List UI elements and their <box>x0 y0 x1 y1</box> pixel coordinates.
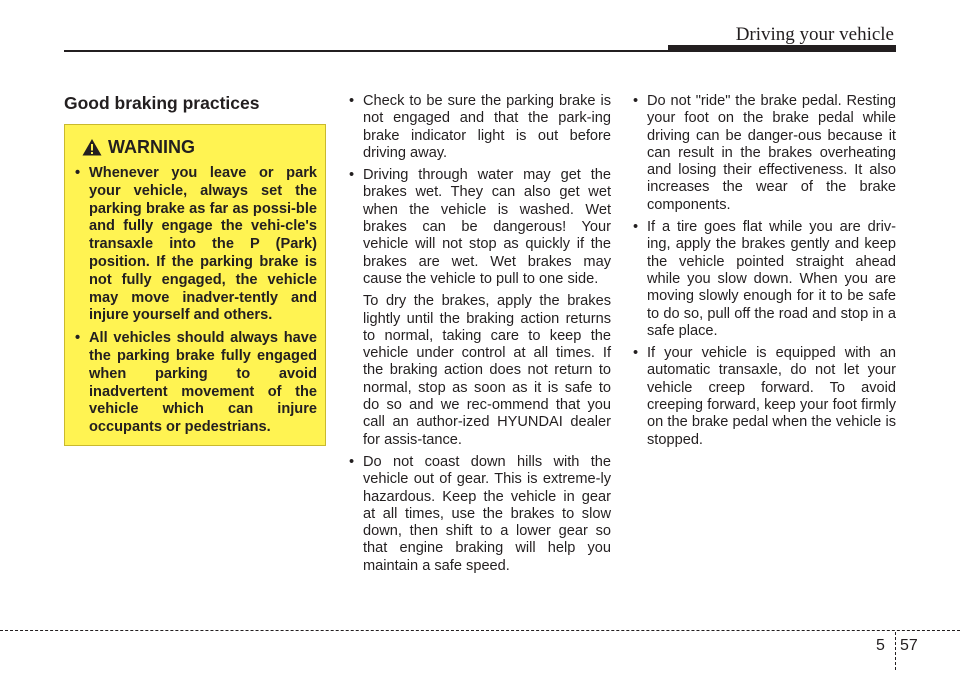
paragraph: • If a tire goes flat while you are driv-ing, apply the brakes gently and keep the vehicle pointed straight ahead while you slow down. When you are moving slowly enough for it to be safe to do so, pull off the road and stop in a safe place. <box>647 219 896 339</box>
paragraph: • If your vehicle is equipped with an automatic transaxle, do not let your vehicle creep forward. To avoid creeping forward, keep your foot firmly on the brake pedal when the vehicle is stopped. <box>647 345 896 448</box>
paragraph: To dry the brakes, apply the brakes lightly until the braking action returns to normal, taking care to keep the vehicle under control at all times. If the braking action does not return to normal, stop as soon as it is safe to do so and we rec-ommend that you call an author-ized HYUNDAI dealer for assis-tance. <box>363 293 611 448</box>
paragraph: • Check to be sure the parking brake is not engaged and that the park-ing brake indicator light is out before driving away. <box>363 93 611 161</box>
header-rule-thick <box>668 45 896 52</box>
list-item <box>348 454 611 575</box>
list-item <box>632 219 896 340</box>
paragraph: • Do not "ride" the brake pedal. Resting your foot on the brake pedal while driving can be danger-ous because it can result in the brakes overheating and losing their effectiveness. It also increases the wear of the brake components. <box>647 93 896 213</box>
warning-item: • Whenever you leave or park your vehicle, always set the parking brake as far as possi-ble and fully engage the vehi-cle's transaxle into the P (Park) position. If the parking brake is not fully engaged, the vehicle may move inadver-tently and injure yourself and others. <box>74 165 317 325</box>
page-header-title: Driving your vehicle <box>735 24 894 45</box>
warning-header <box>82 135 317 159</box>
warning-list <box>74 165 317 437</box>
list-item <box>632 93 896 214</box>
warning-box <box>64 124 326 446</box>
list-item <box>348 167 611 449</box>
warning-triangle-icon <box>82 138 102 156</box>
warning-item: • All vehicles should always have the parking brake fully engaged when parking to avoid inadvertent movement of the vehicle which can injure occupants or pedestrians. <box>74 330 317 437</box>
header-rule <box>64 50 668 52</box>
content-column-3 <box>632 93 896 454</box>
bullet-list <box>632 93 896 449</box>
chapter-number: 5 <box>876 637 885 654</box>
paragraph: • Driving through water may get the brakes wet. They can also get wet when the vehicle is washed. Wet brakes can be dangerous! Your vehicle will not stop as quickly if the brakes are wet. Wet brakes may cause the vehicle to pull to one side. <box>363 167 611 287</box>
section-heading: Good braking practices <box>64 93 260 113</box>
list-item <box>348 93 611 162</box>
warning-title: WARNING <box>108 136 195 157</box>
paragraph: • Do not coast down hills with the vehicle out of gear. This is extreme-ly hazardous. Keep the vehicle in gear at all times, use the brakes to slow down, then shift to a lower gear so that engine braking will help you maintain a safe speed. <box>363 453 611 574</box>
bullet-list <box>348 93 611 575</box>
footer-divider <box>895 632 896 670</box>
list-item <box>632 345 896 449</box>
content-column-2 <box>348 93 611 580</box>
page-number: 57 <box>900 637 918 654</box>
footer-rule <box>0 630 960 631</box>
